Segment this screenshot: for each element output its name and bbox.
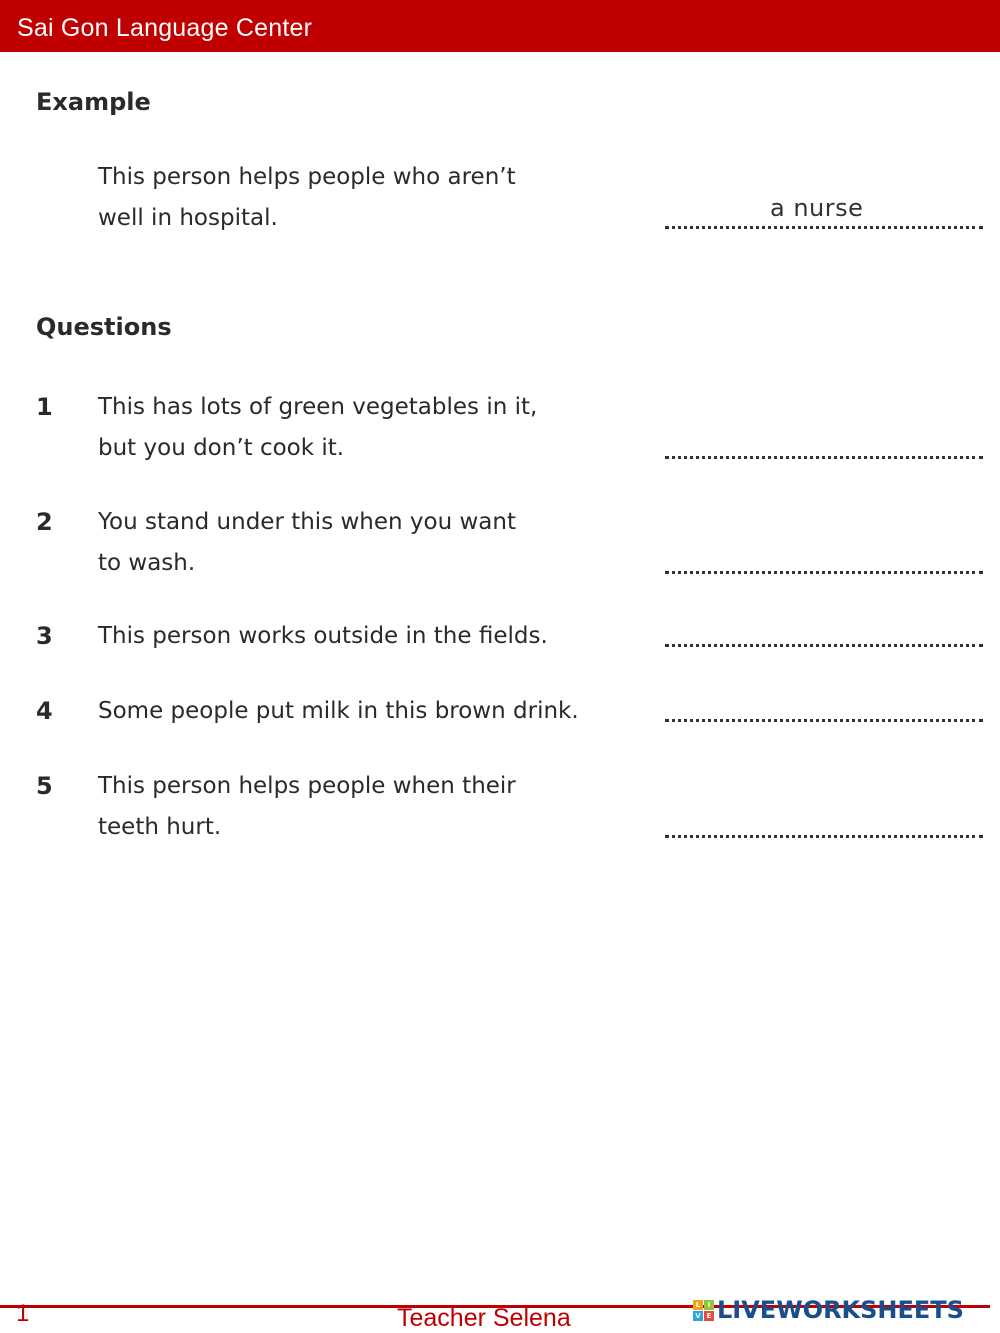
question-3-answer-field[interactable] — [665, 644, 983, 647]
question-5-text-line-1: This person helps people when their — [98, 773, 516, 799]
question-2-text-line-2: to wash. — [98, 550, 196, 576]
example-text-line-2: well in hospital. — [98, 205, 278, 231]
question-4-answer-field[interactable] — [665, 719, 983, 722]
question-1-answer-field[interactable] — [665, 456, 983, 459]
page-number: 1 — [16, 1300, 30, 1327]
question-2-number: 2 — [36, 508, 53, 536]
footer-teacher-name: Teacher Selena — [397, 1304, 571, 1332]
question-5-number: 5 — [36, 772, 53, 800]
question-1-text-line-1: This has lots of green vegetables in it, — [98, 394, 538, 420]
header-title: Sai Gon Language Center — [17, 14, 313, 42]
question-1-number: 1 — [36, 393, 53, 421]
example-heading: Example — [36, 88, 151, 116]
question-5-text-line-2: teeth hurt. — [98, 814, 222, 840]
example-answer-line — [665, 226, 983, 229]
logo-square-e: E — [704, 1311, 714, 1321]
question-3-text: This person works outside in the fields. — [98, 623, 548, 649]
logo-square-i: I — [704, 1300, 714, 1310]
liveworksheets-brand-text: LIVEWORKSHEETS — [717, 1296, 964, 1324]
logo-square-v: V — [693, 1311, 703, 1321]
logo-square-l: L — [693, 1300, 703, 1310]
example-text-line-1: This person helps people who aren’t — [98, 164, 516, 190]
liveworksheets-logo-icon — [693, 1300, 714, 1321]
liveworksheets-logo[interactable] — [693, 1297, 964, 1323]
question-2-answer-field[interactable] — [665, 571, 983, 574]
question-3-number: 3 — [36, 622, 53, 650]
example-answer: a nurse — [770, 194, 864, 222]
question-4-number: 4 — [36, 697, 53, 725]
question-4-text: Some people put milk in this brown drink. — [98, 698, 579, 724]
questions-heading: Questions — [36, 313, 172, 341]
question-2-text-line-1: You stand under this when you want — [98, 509, 516, 535]
question-1-text-line-2: but you don’t cook it. — [98, 435, 345, 461]
question-5-answer-field[interactable] — [665, 835, 983, 838]
